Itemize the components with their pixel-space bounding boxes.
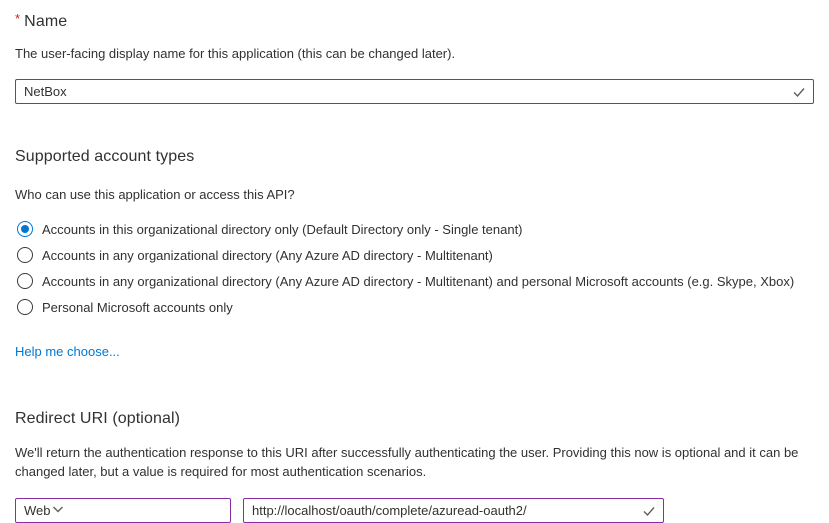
account-types-section-title: Supported account types — [15, 148, 195, 165]
account-types-question: Who can use this application or access this API? — [15, 187, 295, 202]
radio-button-icon[interactable] — [17, 299, 33, 315]
redirect-uri-input[interactable] — [244, 499, 663, 522]
required-asterisk: * — [15, 11, 21, 26]
account-types-radio-group — [15, 216, 814, 320]
radio-option-single-tenant[interactable] — [15, 216, 814, 242]
name-input-container — [15, 79, 814, 104]
radio-button-icon[interactable] — [17, 247, 33, 263]
redirect-uri-input-container — [243, 498, 664, 523]
radio-button-icon[interactable] — [17, 221, 33, 237]
radio-option-label: Accounts in this organizational directory only (Default Directory only - Single tenant) — [42, 221, 523, 237]
radio-option-label: Accounts in any organizational directory (Any Azure AD directory - Multitenant) and personal Microsoft accounts (e.g. Skype, Xbox) — [42, 273, 795, 289]
radio-option-personal-only[interactable] — [15, 294, 814, 320]
redirect-uri-section-title: Redirect URI (optional) — [15, 410, 181, 427]
name-section-title — [15, 0, 814, 31]
redirect-uri-description: We'll return the authentication response to this URI after successfully authenticating the user. Providing this now is optional and it can be changed later, but a value is required for most authentication scenarios. — [15, 445, 799, 479]
help-me-choose-link[interactable]: Help me choose... — [15, 344, 120, 359]
radio-option-multitenant-personal[interactable] — [15, 268, 814, 294]
chevron-down-icon — [51, 502, 65, 519]
name-input[interactable] — [16, 80, 813, 103]
platform-select[interactable] — [15, 498, 231, 523]
radio-button-icon[interactable] — [17, 273, 33, 289]
radio-option-multitenant[interactable] — [15, 242, 814, 268]
radio-option-label: Accounts in any organizational directory (Any Azure AD directory - Multitenant) — [42, 247, 493, 263]
redirect-uri-row — [15, 498, 814, 523]
platform-select-value: Web — [24, 503, 51, 518]
name-section-title-text: Name — [24, 13, 68, 30]
name-description: The user-facing display name for this application (this can be changed later). — [15, 46, 456, 61]
radio-option-label: Personal Microsoft accounts only — [42, 299, 233, 315]
